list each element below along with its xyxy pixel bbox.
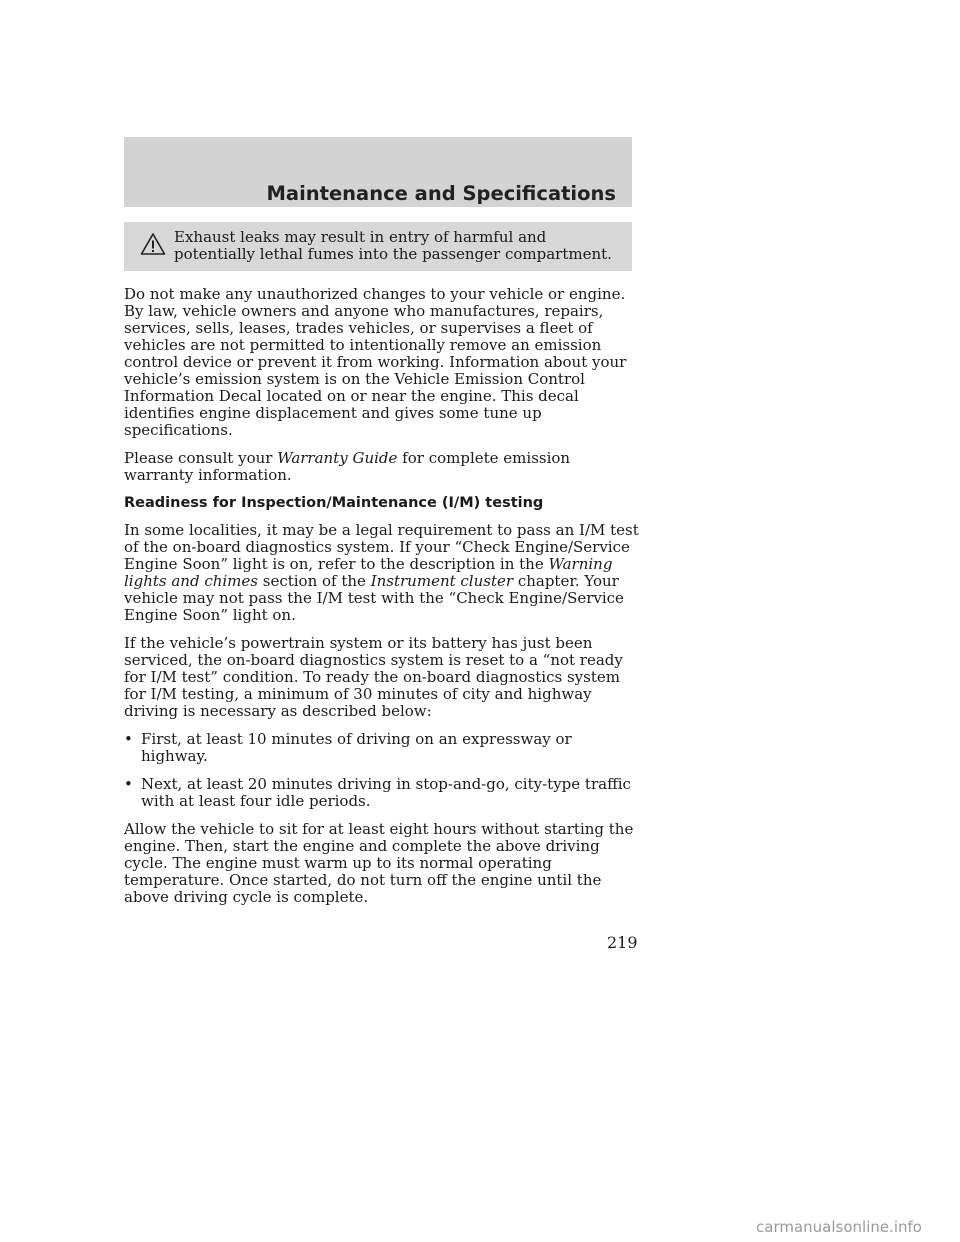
warning-lights-reference: Warning lights and chimes [124,555,613,590]
paragraph-emission-law: Do not make any unauthorized changes to your vehicle or engine. By law, vehicle owners and anyone who manufactures, repairs, services, sells, leases, trades vehicles, or supervises a fleet of vehicles are not permitted to intentionally remove an emission control device or prevent it from working. Information about your vehicle’s emission system is on the Vehicle Emission Control Information Decal located on or near the engine. This decal identifies engine displacement and gives some tune up specifications. [124,285,627,439]
paragraph-text: for complete emission warranty information. [124,449,571,484]
paragraph-text: In some localities, it may be a legal requirement to pass an I/M test of the on-board diagnostics system. If your “Check Engine/Service Engine Soon” light is on, refer to the description in the [124,521,639,573]
warning-text: Exhaust leaks may result in entry of harmful and potentially lethal fumes into the passenger compartment. [174,228,612,263]
section-heading: Readiness for Inspection/Maintenance (I/M) testing [124,495,544,511]
paragraph-drive-cycle: Allow the vehicle to sit for at least eight hours without starting the engine. Then, start the engine and complete the above driving cycle. The engine must warm up to its normal operating temperature. Once started, do not turn off the engine until the above driving cycle is complete. [124,820,634,906]
list-item-text: Next, at least 20 minutes driving in stop-and-go, city-type traffic with at least four idle periods. [141,775,631,810]
paragraph-im-test [124,522,639,624]
paragraph-text: chapter. Your vehicle may not pass the I/M test with the “Check Engine/Service Engine Soon” light on. [124,572,624,624]
paragraph-warranty [124,450,639,484]
paragraph-text: section of the [257,572,371,590]
paragraph-readiness: If the vehicle’s powertrain system or its battery has just been serviced, the on-board diagnostics system is reset to a “not ready for I/M test” condition. To ready the on-board diagnostics system for I/M testing, a minimum of 30 minutes of city and highway driving is necessary as described below: [124,634,623,720]
paragraph-text: Please consult your [124,449,278,467]
list-item [124,731,639,765]
warning-box [124,222,632,271]
warranty-guide-reference: Warranty Guide [277,449,398,467]
watermark: carmanualsonline.info [756,1218,922,1236]
list-item-text: First, at least 10 minutes of driving on an expressway or highway. [141,730,572,765]
list-item [124,776,639,810]
bullet-icon: • [124,775,133,793]
bullet-icon: • [124,730,133,748]
warning-triangle-icon [140,232,166,256]
page-content [124,286,639,917]
page-number: 219 [607,933,638,952]
instrument-cluster-reference: Instrument cluster [370,572,514,590]
section-title: Maintenance and Specifications [266,182,616,205]
section-header-band [124,137,632,207]
